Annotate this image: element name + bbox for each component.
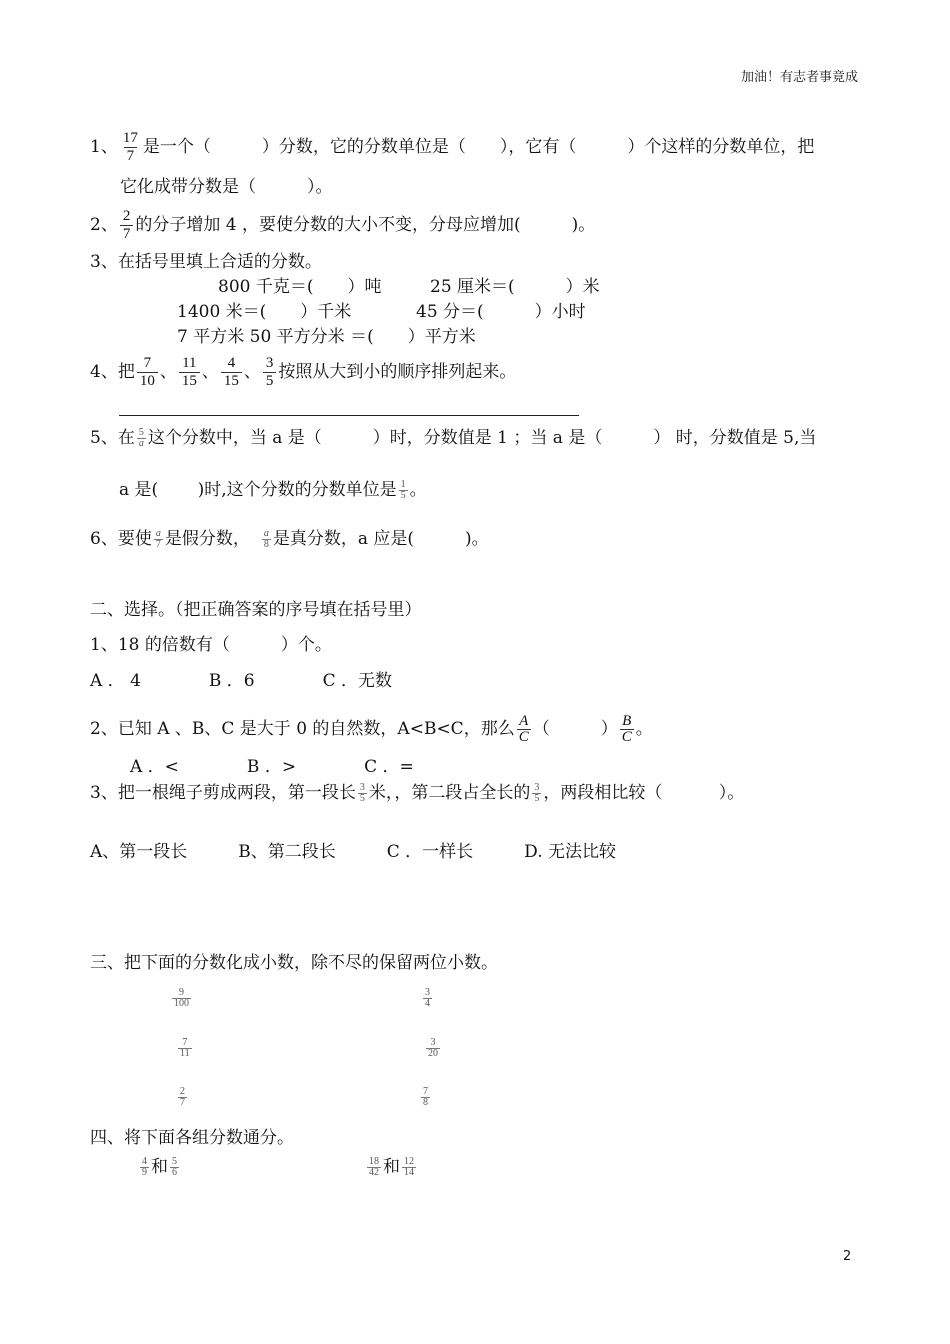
s2-question-1-options: A ． 4 B ．6 C ．无数 bbox=[90, 671, 393, 691]
fraction-1-5: $\frac{1}{5}$ bbox=[400, 479, 406, 501]
question-6: 6、要使 $\frac{a}{7}$ 是假分数， $\frac{a}{8}$ 是真分数，a 应是( )。 bbox=[90, 528, 489, 550]
fraction-a-8: $\frac{a}{8}$ bbox=[263, 528, 269, 550]
q3-row1b: 25 厘米＝( ）米 bbox=[430, 277, 600, 297]
s3-fraction-7-11: $\frac{7}{11}$ bbox=[180, 1037, 190, 1059]
s3-fraction-2-7: $\frac{2}{7}$ bbox=[180, 1086, 185, 1108]
question-1-line-2: 它化成带分数是（ ）。 bbox=[120, 177, 333, 197]
question-3-title: 3、在括号里填上合适的分数。 bbox=[90, 252, 322, 272]
s2-question-3-options: A、第一段长 B、第二段长 C ．一样长 D. 无法比较 bbox=[90, 842, 617, 862]
page-number: 2 bbox=[843, 1249, 852, 1264]
q3-row1a: 800 千克＝( ）吨 bbox=[218, 277, 382, 297]
fraction-17-7: $\frac{17}{7}$ bbox=[122, 130, 138, 164]
question-5-line-2: a 是( )时,这个分数的分数单位是 $\frac{1}{5}$ 。 bbox=[119, 479, 427, 501]
fraction-2-7: $\frac{2}{7}$ bbox=[120, 208, 134, 243]
s2-question-2-options: A ．< B ．> C ．= bbox=[130, 757, 414, 777]
fraction-3-5-b: $\frac{3}{5}$ bbox=[534, 782, 540, 804]
fraction-3-5-a: $\frac{3}{5}$ bbox=[359, 782, 365, 804]
fraction-5-a: $\frac{5}{a}$ bbox=[138, 427, 144, 449]
s4-pair-1: $\frac{4}{9}$ 和 $\frac{5}{6}$ bbox=[142, 1156, 177, 1178]
section-2-title: 二、选择。（把正确答案的序号填在括号里） bbox=[90, 600, 422, 620]
s4-pair-2: $\frac{18}{42}$ 和 $\frac{12}{14}$ bbox=[369, 1156, 414, 1178]
q3-row2a: 1400 米＝( ）千米 bbox=[177, 302, 352, 322]
s3-fraction-7-8: $\frac{7}{8}$ bbox=[423, 1086, 428, 1108]
fraction-11-15: $\frac{11}{15}$ bbox=[179, 355, 200, 390]
fraction-7-10: $\frac{7}{10}$ bbox=[137, 355, 158, 390]
fraction-a-c: $\frac{A}{C}$ bbox=[518, 713, 529, 745]
s3-fraction-9-100: $\frac{9}{100}$ bbox=[174, 987, 189, 1009]
header-motto: 加油！有志者事竟成 bbox=[740, 70, 858, 85]
fraction-4-15: $\frac{4}{15}$ bbox=[221, 355, 242, 390]
q1-text: 是一个（ ）分数，它的分数单位是（ ），它有（ ）个这样的分数单位，把 bbox=[142, 137, 815, 157]
fraction-a-7: $\frac{a}{7}$ bbox=[155, 528, 161, 550]
s2-question-3: 3、把一根绳子剪成两段，第一段长 $\frac{3}{5}$ 米，，第二段占全长的 $\frac{3}{5}$ ，两段相比较（ ）。 bbox=[90, 782, 745, 804]
q3-row2b: 45 分＝( ）小时 bbox=[416, 302, 586, 322]
question-5-line-1: 5、在 $\frac{5}{a}$ 这个分数中，当 a 是（ ）时，分数值是 1 ；当 a 是（ ） 时，分数值是 5,当 bbox=[90, 427, 817, 449]
question-4: 4、把 $\frac{7}{10}$ 、 $\frac{11}{15}$ 、 $\frac{4}{15}$ 、 $\frac{3}{5}$ 按照从大到小的顺序排列起来。 bbox=[90, 355, 517, 389]
question-1-line-1 bbox=[90, 130, 814, 165]
s2-question-2: 2、已知 A 、B、C 是大于 0 的自然数，A<B<C，那么 $\frac{A}{C}$ （ ） $\frac{B}{C}$ 。 bbox=[90, 713, 653, 745]
fraction-3-5: $\frac{3}{5}$ bbox=[263, 355, 277, 390]
s2-question-1: 1、18 的倍数有（ ）个。 bbox=[90, 635, 332, 655]
s3-fraction-3-4: $\frac{3}{4}$ bbox=[425, 987, 430, 1009]
s3-fraction-3-20: $\frac{3}{20}$ bbox=[428, 1037, 438, 1059]
q3-row3: 7 平方米 50 平方分米 ＝( ）平方米 bbox=[177, 327, 476, 347]
q1-prefix: 1、 bbox=[90, 137, 118, 157]
section-4-title: 四、将下面各组分数通分。 bbox=[90, 1128, 294, 1148]
answer-line[interactable] bbox=[119, 415, 579, 416]
fraction-b-c: $\frac{B}{C}$ bbox=[621, 713, 632, 745]
section-3-title: 三、把下面的分数化成小数，除不尽的保留两位小数。 bbox=[90, 953, 498, 973]
question-2: 2、 $\frac{2}{7}$ 的分子增加 4 ，要使分数的大小不变，分母应增加( )。 bbox=[90, 208, 596, 242]
